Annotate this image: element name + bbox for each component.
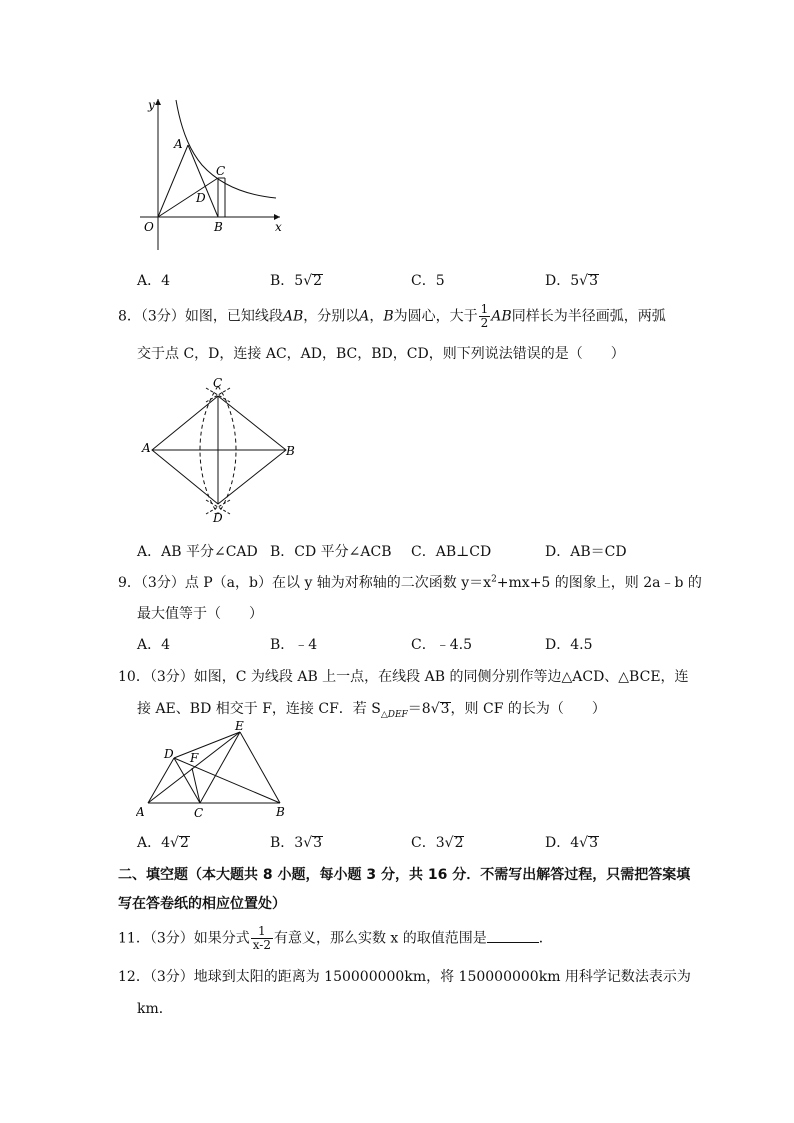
q9-stem-line1: 9．（3分）点 P（a，b）在以 y 轴为对称轴的二次函数 $y=x^2+mx+5$ 的图象上，则 2a﹣b 的 — [118, 574, 702, 591]
q10-stem-line2: 接 AE、BD 相交于 F，连接 CF．若 $S_{\triangle DEF}=8√3$，则 CF 的长为（ ） — [137, 701, 606, 720]
q7-figure — [130, 95, 290, 255]
q7-label-A: A — [174, 137, 183, 151]
q8-option-d[interactable]: D．AB＝CD — [545, 544, 627, 560]
q7-option-b[interactable]: B．5√2 — [270, 273, 323, 289]
q10-label-E: E — [235, 719, 244, 733]
q7-option-d[interactable]: D．5√3 — [545, 273, 598, 289]
q8-option-b[interactable]: B．CD 平分∠ACB — [270, 544, 392, 560]
q11-fraction: $\frac{1}{x-2}$ — [252, 924, 271, 952]
q8-label-C: C — [213, 376, 223, 390]
q10-stem-line1: 10．（3分）如图，C 为线段 AB 上一点，在线段 AB 的同侧分别作等边△ACD、△BCE，连 — [118, 669, 689, 685]
q9-option-a[interactable]: A．4 — [137, 637, 171, 653]
q8-option-c[interactable]: C．AB⊥CD — [411, 544, 492, 560]
q7-label-x: x — [275, 220, 282, 234]
q9-option-d[interactable]: D．4.5 — [545, 637, 593, 653]
q7-option-a[interactable]: A．4 — [137, 273, 171, 289]
q10-option-a[interactable]: A．4√2 — [137, 835, 189, 851]
q9-stem-line2: 最大值等于（ ） — [137, 606, 263, 622]
q10-option-b[interactable]: B．3√3 — [270, 835, 323, 851]
q11-stem: 11．（3分）如果分式 $\frac{1}{x-2}$ 有意义，那么实数 x 的取值范围是 ． — [118, 924, 553, 952]
q7-label-B: B — [214, 220, 223, 234]
q8-option-a[interactable]: A．AB 平分∠CAD — [137, 544, 258, 560]
q8-stem-line2: 交于点 C，D，连接 AC，AD，BC，BD，CD，则下列说法错误的是（ ） — [137, 346, 625, 362]
q8-figure — [138, 372, 308, 527]
q8-fraction: $\frac{1}{2}$ — [480, 302, 489, 330]
q7-option-c[interactable]: C．5 — [411, 273, 445, 289]
q8-label-B: B — [286, 444, 295, 458]
q10-label-A: A — [136, 805, 145, 819]
q11-answer-blank[interactable] — [487, 930, 539, 943]
section2-heading-line1: 二、填空题（本大题共 8 小题，每小题 3 分，共 16 分．不需写出解答过程，只需把答案填 — [118, 867, 691, 883]
q7-label-O: O — [144, 220, 154, 234]
q9-option-b[interactable]: B．﹣4 — [270, 637, 318, 653]
q10-label-C: C — [194, 806, 204, 820]
q8-stem-line1: 8．（3分）如图，已知线段AB，分别以A，B为圆心，大于 $\frac{1}{2}$ AB同样长为半径画弧，两弧 — [118, 302, 666, 330]
section2-heading-line2: 写在答卷纸的相应位置处） — [118, 896, 286, 912]
q10-label-F: F — [190, 751, 199, 765]
q7-label-D: D — [196, 191, 206, 205]
q10-label-D: D — [164, 747, 174, 761]
q7-label-y: y — [148, 98, 155, 112]
q8-label-A: A — [142, 441, 151, 455]
q8-label-D: D — [213, 511, 223, 525]
q10-option-d[interactable]: D．4√3 — [545, 835, 598, 851]
q7-label-C: C — [216, 164, 226, 178]
q9-option-c[interactable]: C．﹣4.5 — [411, 637, 472, 653]
q12-stem-line1: 12．（3分）地球到太阳的距离为 150000000km，将 150000000km 用科学记数法表示为 — [118, 969, 691, 985]
q12-stem-line2: km． — [137, 1001, 173, 1017]
q10-label-B: B — [276, 805, 285, 819]
q10-figure — [136, 718, 296, 823]
q10-option-c[interactable]: C．3√2 — [411, 835, 464, 851]
